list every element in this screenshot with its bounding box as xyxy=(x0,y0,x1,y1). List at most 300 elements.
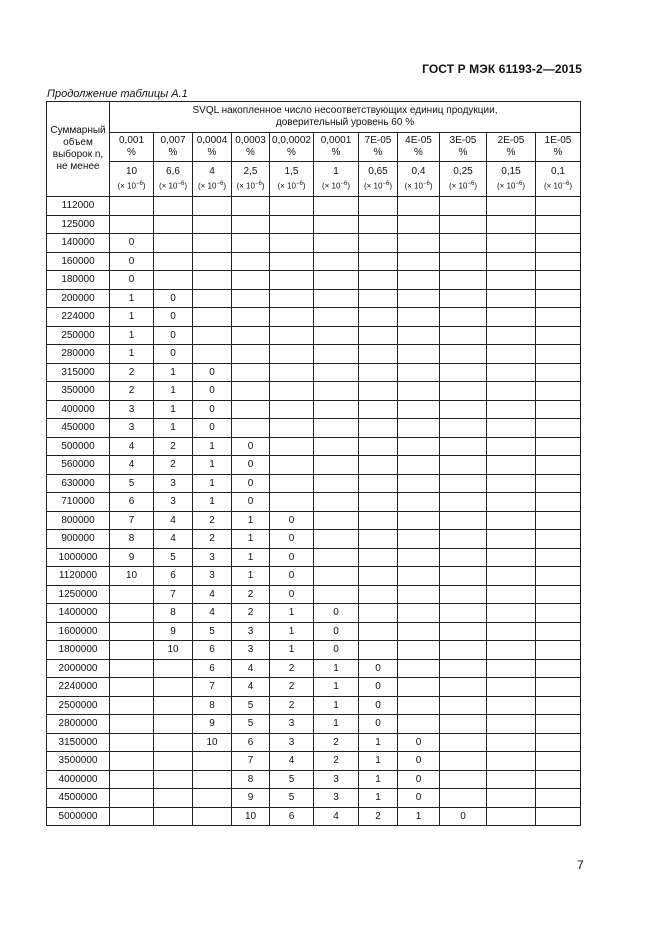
sample-size-cell: 2000000 xyxy=(47,659,110,678)
count-cell xyxy=(398,363,440,382)
count-cell xyxy=(487,382,536,401)
count-cell xyxy=(270,456,314,475)
table-row xyxy=(47,345,581,364)
count-cell xyxy=(398,456,440,475)
count-cell xyxy=(440,585,487,604)
count-cell: 0 xyxy=(359,696,398,715)
count-cell xyxy=(232,308,270,327)
count-cell: 3 xyxy=(154,493,193,512)
count-cell xyxy=(440,308,487,327)
count-cell: 0 xyxy=(398,770,440,789)
count-cell xyxy=(487,271,536,290)
count-cell xyxy=(314,400,359,419)
count-cell xyxy=(359,308,398,327)
count-cell xyxy=(193,252,232,271)
count-cell xyxy=(270,252,314,271)
count-cell xyxy=(314,363,359,382)
sample-size-cell: 2800000 xyxy=(47,715,110,734)
count-cell xyxy=(193,789,232,808)
count-cell xyxy=(359,234,398,253)
count-cell: 0 xyxy=(440,807,487,826)
count-cell: 4 xyxy=(154,511,193,530)
count-cell xyxy=(154,789,193,808)
count-cell xyxy=(398,271,440,290)
percent-sign: % xyxy=(506,147,516,158)
count-cell xyxy=(487,548,536,567)
fraction-value: 0,0004 xyxy=(196,135,228,146)
table-row xyxy=(47,493,581,512)
sample-size-cell: 710000 xyxy=(47,493,110,512)
count-cell: 3 xyxy=(193,567,232,586)
fraction-header-cell xyxy=(440,133,487,162)
table-row xyxy=(47,511,581,530)
count-cell xyxy=(536,308,581,327)
count-cell xyxy=(536,807,581,826)
count-cell xyxy=(359,604,398,623)
count-cell xyxy=(440,770,487,789)
count-cell: 7 xyxy=(193,678,232,697)
count-cell: 3 xyxy=(314,789,359,808)
count-cell xyxy=(487,215,536,234)
count-cell: 4 xyxy=(232,678,270,697)
count-cell xyxy=(487,733,536,752)
count-cell xyxy=(193,271,232,290)
count-cell: 6 xyxy=(193,659,232,678)
count-cell xyxy=(232,289,270,308)
count-cell: 9 xyxy=(193,715,232,734)
sample-size-cell: 1600000 xyxy=(47,622,110,641)
count-cell xyxy=(440,326,487,345)
count-cell xyxy=(487,511,536,530)
table-row xyxy=(47,400,581,419)
count-cell xyxy=(536,289,581,308)
count-cell: 0 xyxy=(193,419,232,438)
count-cell: 3 xyxy=(193,548,232,567)
multiplier: (× $10^{-6}$) xyxy=(404,181,433,191)
count-cell: 8 xyxy=(193,696,232,715)
count-cell xyxy=(536,715,581,734)
fraction-value: 0,001 xyxy=(118,135,145,146)
count-cell: 10 xyxy=(232,807,270,826)
count-cell: 0 xyxy=(232,437,270,456)
fraction-header-cell xyxy=(193,133,232,162)
count-cell: 0 xyxy=(232,493,270,512)
count-cell xyxy=(487,308,536,327)
count-cell xyxy=(314,197,359,216)
table-row xyxy=(47,807,581,826)
count-cell xyxy=(440,641,487,660)
count-cell xyxy=(398,437,440,456)
ppm-value: 0,4 xyxy=(411,166,426,178)
count-cell xyxy=(314,456,359,475)
count-cell: 5 xyxy=(110,474,154,493)
count-cell xyxy=(398,493,440,512)
sample-size-cell: 250000 xyxy=(47,326,110,345)
multiplier: (× $10^{-6}$) xyxy=(159,181,187,191)
count-cell xyxy=(536,567,581,586)
count-cell xyxy=(487,363,536,382)
count-cell xyxy=(398,511,440,530)
count-cell xyxy=(359,511,398,530)
count-cell: 1 xyxy=(154,382,193,401)
count-cell: 1 xyxy=(193,456,232,475)
count-cell: 9 xyxy=(154,622,193,641)
fraction-value: 3E-05 xyxy=(449,135,477,146)
count-cell xyxy=(440,474,487,493)
count-cell: 4 xyxy=(270,752,314,771)
table-row xyxy=(47,585,581,604)
count-cell: 2 xyxy=(314,733,359,752)
count-cell: 0 xyxy=(193,400,232,419)
count-cell xyxy=(154,733,193,752)
count-cell xyxy=(359,419,398,438)
ppm-header-cell xyxy=(440,162,487,197)
ppm-value: 0,1 xyxy=(551,166,565,178)
count-cell xyxy=(110,678,154,697)
count-cell xyxy=(536,474,581,493)
count-cell: 0 xyxy=(154,289,193,308)
fraction-value: 1E-05 xyxy=(544,135,572,146)
count-cell: 4 xyxy=(314,807,359,826)
fraction-header-row xyxy=(47,133,581,162)
count-cell xyxy=(110,733,154,752)
count-cell xyxy=(398,234,440,253)
count-cell xyxy=(487,493,536,512)
count-cell xyxy=(440,789,487,808)
count-cell xyxy=(110,752,154,771)
count-cell xyxy=(440,234,487,253)
count-cell xyxy=(359,363,398,382)
fraction-value: 0,0001 xyxy=(320,135,352,146)
table-row xyxy=(47,197,581,216)
count-cell: 3 xyxy=(270,733,314,752)
count-cell xyxy=(232,197,270,216)
count-cell xyxy=(110,197,154,216)
multiplier: (× $10^{-6}$) xyxy=(236,181,265,191)
sample-size-cell: 1120000 xyxy=(47,567,110,586)
count-cell xyxy=(359,400,398,419)
count-cell xyxy=(232,345,270,364)
count-cell xyxy=(536,752,581,771)
count-cell: 2 xyxy=(154,437,193,456)
ppm-value: 0,25 xyxy=(453,166,473,178)
count-cell xyxy=(359,326,398,345)
percent-sign: % xyxy=(458,147,468,158)
table-row xyxy=(47,715,581,734)
count-cell: 0 xyxy=(270,511,314,530)
count-cell: 1 xyxy=(398,807,440,826)
sample-size-cell: 900000 xyxy=(47,530,110,549)
count-cell xyxy=(314,511,359,530)
table-row xyxy=(47,752,581,771)
count-cell xyxy=(398,326,440,345)
count-cell: 6 xyxy=(110,493,154,512)
count-cell xyxy=(440,604,487,623)
count-cell xyxy=(440,567,487,586)
count-cell xyxy=(110,789,154,808)
count-cell xyxy=(536,456,581,475)
count-cell xyxy=(536,252,581,271)
fraction-header-cell xyxy=(398,133,440,162)
count-cell xyxy=(398,548,440,567)
sample-size-cell: 160000 xyxy=(47,252,110,271)
fraction-header-cell xyxy=(154,133,193,162)
ppm-header-row xyxy=(47,162,581,197)
multiplier: (× $10^{-6}$) xyxy=(198,181,226,191)
count-cell: 6 xyxy=(270,807,314,826)
count-cell: 3 xyxy=(232,622,270,641)
table-row xyxy=(47,678,581,697)
percent-sign: % xyxy=(373,147,383,158)
count-cell xyxy=(487,326,536,345)
count-cell xyxy=(154,659,193,678)
count-cell xyxy=(270,493,314,512)
count-cell: 1 xyxy=(193,437,232,456)
ppm-header-cell xyxy=(398,162,440,197)
count-cell xyxy=(359,622,398,641)
count-cell xyxy=(487,474,536,493)
count-cell xyxy=(270,197,314,216)
count-cell xyxy=(398,567,440,586)
count-cell: 0 xyxy=(232,456,270,475)
count-cell: 1 xyxy=(270,622,314,641)
count-cell xyxy=(270,345,314,364)
count-cell: 0 xyxy=(398,789,440,808)
count-cell xyxy=(110,215,154,234)
count-cell: 4 xyxy=(110,456,154,475)
count-cell xyxy=(536,363,581,382)
ppm-value: 10 xyxy=(125,166,138,178)
sample-size-cell: 350000 xyxy=(47,382,110,401)
count-cell xyxy=(154,678,193,697)
count-cell xyxy=(398,678,440,697)
count-cell xyxy=(193,289,232,308)
count-cell xyxy=(536,326,581,345)
ppm-value: 6,6 xyxy=(166,166,180,178)
count-cell: 1 xyxy=(110,289,154,308)
count-cell: 8 xyxy=(154,604,193,623)
count-cell: 0 xyxy=(232,474,270,493)
count-cell xyxy=(232,234,270,253)
count-cell xyxy=(359,474,398,493)
count-cell xyxy=(359,345,398,364)
table-row xyxy=(47,289,581,308)
count-cell: 2 xyxy=(359,807,398,826)
count-cell: 0 xyxy=(193,363,232,382)
count-cell xyxy=(270,419,314,438)
svql-title-line2: доверительный уровень 60 % xyxy=(275,117,415,128)
count-cell xyxy=(487,604,536,623)
count-cell xyxy=(536,437,581,456)
count-cell xyxy=(536,789,581,808)
count-cell xyxy=(270,382,314,401)
sample-size-cell: 200000 xyxy=(47,289,110,308)
count-cell: 1 xyxy=(270,604,314,623)
multiplier: (× $10^{-6}$) xyxy=(364,181,392,191)
count-cell xyxy=(232,215,270,234)
count-cell: 0 xyxy=(154,308,193,327)
count-cell xyxy=(314,382,359,401)
count-cell xyxy=(193,752,232,771)
count-cell xyxy=(232,400,270,419)
count-cell xyxy=(487,807,536,826)
count-cell xyxy=(270,289,314,308)
count-cell xyxy=(232,419,270,438)
count-cell xyxy=(440,252,487,271)
fraction-value: 7E-05 xyxy=(364,135,392,146)
count-cell xyxy=(232,326,270,345)
count-cell xyxy=(270,271,314,290)
count-cell xyxy=(193,807,232,826)
count-cell xyxy=(440,511,487,530)
sample-size-cell: 450000 xyxy=(47,419,110,438)
count-cell xyxy=(536,493,581,512)
count-cell: 3 xyxy=(314,770,359,789)
fraction-value: 0,0003 xyxy=(235,135,266,146)
ppm-header-cell xyxy=(193,162,232,197)
multiplier: (× $10^{-6}$) xyxy=(544,181,572,191)
count-cell xyxy=(270,308,314,327)
count-cell xyxy=(536,511,581,530)
count-cell xyxy=(487,234,536,253)
count-cell xyxy=(398,419,440,438)
count-cell: 1 xyxy=(193,493,232,512)
count-cell xyxy=(487,197,536,216)
count-cell xyxy=(487,400,536,419)
count-cell xyxy=(440,419,487,438)
count-cell xyxy=(314,567,359,586)
count-cell xyxy=(536,197,581,216)
count-cell: 10 xyxy=(110,567,154,586)
count-cell: 8 xyxy=(110,530,154,549)
count-cell xyxy=(536,641,581,660)
percent-sign: % xyxy=(127,147,136,158)
count-cell: 1 xyxy=(359,770,398,789)
sample-size-cell: 1250000 xyxy=(47,585,110,604)
count-cell xyxy=(487,289,536,308)
count-cell xyxy=(193,215,232,234)
count-cell xyxy=(536,622,581,641)
count-cell xyxy=(154,271,193,290)
fraction-value: 0,007 xyxy=(160,135,186,146)
count-cell xyxy=(270,363,314,382)
count-cell xyxy=(270,215,314,234)
count-cell xyxy=(314,215,359,234)
count-cell: 0 xyxy=(314,641,359,660)
ppm-value: 1,5 xyxy=(284,166,299,178)
ppm-header-cell xyxy=(110,162,154,197)
ppm-value: 0,15 xyxy=(501,166,521,178)
count-cell: 0 xyxy=(359,715,398,734)
count-cell: 1 xyxy=(359,752,398,771)
count-cell: 0 xyxy=(359,659,398,678)
count-cell xyxy=(487,715,536,734)
count-cell xyxy=(359,382,398,401)
count-cell xyxy=(487,345,536,364)
count-cell xyxy=(487,252,536,271)
count-cell xyxy=(536,400,581,419)
count-cell xyxy=(536,733,581,752)
document-id: ГОСТ Р МЭК 61193-2—2015 xyxy=(422,62,582,76)
page-number: 7 xyxy=(577,858,584,872)
table-row xyxy=(47,659,581,678)
count-cell xyxy=(398,696,440,715)
multiplier: (× $10^{-6}$) xyxy=(322,181,350,191)
fraction-header-cell xyxy=(487,133,536,162)
table-row xyxy=(47,548,581,567)
table-row xyxy=(47,437,581,456)
count-cell xyxy=(193,234,232,253)
count-cell xyxy=(536,548,581,567)
ppm-value: 1 xyxy=(333,166,339,178)
count-cell xyxy=(154,807,193,826)
sample-size-cell: 4500000 xyxy=(47,789,110,808)
count-cell xyxy=(440,548,487,567)
count-cell xyxy=(440,271,487,290)
count-cell xyxy=(314,271,359,290)
multiplier: (× $10^{-6}$) xyxy=(449,181,477,191)
count-cell: 0 xyxy=(110,234,154,253)
count-cell: 1 xyxy=(232,567,270,586)
count-cell: 0 xyxy=(398,733,440,752)
count-cell: 5 xyxy=(232,696,270,715)
percent-sign: % xyxy=(246,147,255,158)
count-cell xyxy=(314,289,359,308)
count-cell: 2 xyxy=(193,511,232,530)
count-cell xyxy=(232,382,270,401)
ppm-header-cell xyxy=(154,162,193,197)
count-cell xyxy=(487,770,536,789)
count-cell xyxy=(487,585,536,604)
count-cell xyxy=(487,696,536,715)
count-cell xyxy=(359,289,398,308)
ppm-header-cell xyxy=(487,162,536,197)
table-row xyxy=(47,456,581,475)
count-cell: 4 xyxy=(154,530,193,549)
count-cell: 0 xyxy=(270,548,314,567)
count-cell xyxy=(193,326,232,345)
count-cell: 5 xyxy=(270,770,314,789)
count-cell xyxy=(487,456,536,475)
count-cell xyxy=(487,678,536,697)
count-cell: 1 xyxy=(314,715,359,734)
count-cell xyxy=(487,530,536,549)
sample-size-cell: 140000 xyxy=(47,234,110,253)
svql-title-line1: SVQL накопленное число несоответствующих единиц продукции, xyxy=(192,105,498,116)
count-cell xyxy=(536,345,581,364)
sample-size-cell: 3150000 xyxy=(47,733,110,752)
percent-sign: % xyxy=(553,147,563,158)
count-cell xyxy=(440,400,487,419)
count-cell: 1 xyxy=(232,530,270,549)
count-cell: 4 xyxy=(193,585,232,604)
count-cell xyxy=(536,382,581,401)
count-cell: 0 xyxy=(270,530,314,549)
count-cell: 1 xyxy=(110,345,154,364)
ppm-header-cell xyxy=(270,162,314,197)
count-cell: 1 xyxy=(193,474,232,493)
count-cell: 1 xyxy=(359,733,398,752)
table-row xyxy=(47,567,581,586)
count-cell xyxy=(440,382,487,401)
count-cell: 7 xyxy=(110,511,154,530)
count-cell xyxy=(398,215,440,234)
count-cell xyxy=(536,215,581,234)
sample-size-cell: 500000 xyxy=(47,437,110,456)
sample-size-cell: 800000 xyxy=(47,511,110,530)
count-cell: 10 xyxy=(154,641,193,660)
count-cell: 0 xyxy=(314,622,359,641)
